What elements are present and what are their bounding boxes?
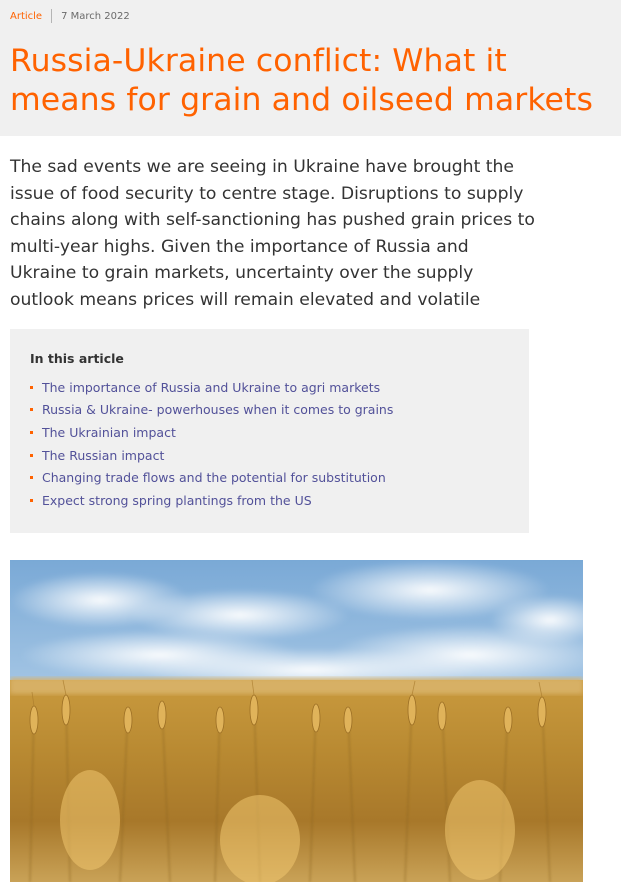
bullet-icon (30, 454, 33, 457)
bullet-icon (30, 476, 33, 479)
bullet-icon (30, 499, 33, 502)
article-meta (10, 9, 130, 23)
toc-heading: In this article (30, 351, 124, 366)
page-title: Russia-Ukraine conflict: What it means for grain and oilseed markets (10, 43, 593, 118)
bullet-icon (30, 408, 33, 411)
toc-link-agri-markets[interactable]: The importance of Russia and Ukraine to agri markets (42, 379, 381, 395)
toc-item (30, 489, 393, 512)
bullet-icon (30, 386, 33, 389)
table-of-contents (10, 329, 529, 533)
toc-item (30, 421, 393, 444)
toc-item (30, 399, 393, 422)
toc-item (30, 376, 393, 399)
article-header (0, 0, 621, 136)
content-type-label: Article (10, 10, 43, 22)
wheat-field-illustration (10, 560, 583, 882)
publish-date: 7 March 2022 (61, 10, 130, 22)
hero-image-wheat-field (10, 560, 583, 882)
toc-item (30, 466, 393, 489)
article-lead: The sad events we are seeing in Ukraine have brought the issue of food security to centre stage. Disruptions to supply chains along with self-sanctioning has pushed grain prices to multi-year highs. Given the importance of Russia and Ukraine to grain markets, uncertainty over the supply outlook means prices will remain elevated and volatile (10, 157, 535, 310)
bullet-icon (30, 431, 33, 434)
meta-divider (51, 9, 52, 23)
toc-link-trade-flows[interactable]: Changing trade flows and the potential for substitution (42, 470, 386, 486)
toc-link-powerhouses[interactable]: Russia & Ukraine- powerhouses when it comes to grains (42, 402, 394, 418)
toc-list (30, 376, 393, 512)
toc-link-spring-plantings[interactable]: Expect strong spring plantings from the US (42, 492, 312, 508)
toc-item (30, 444, 393, 467)
toc-link-ukrainian-impact[interactable]: The Ukrainian impact (42, 424, 176, 440)
toc-link-russian-impact[interactable]: The Russian impact (42, 447, 165, 463)
